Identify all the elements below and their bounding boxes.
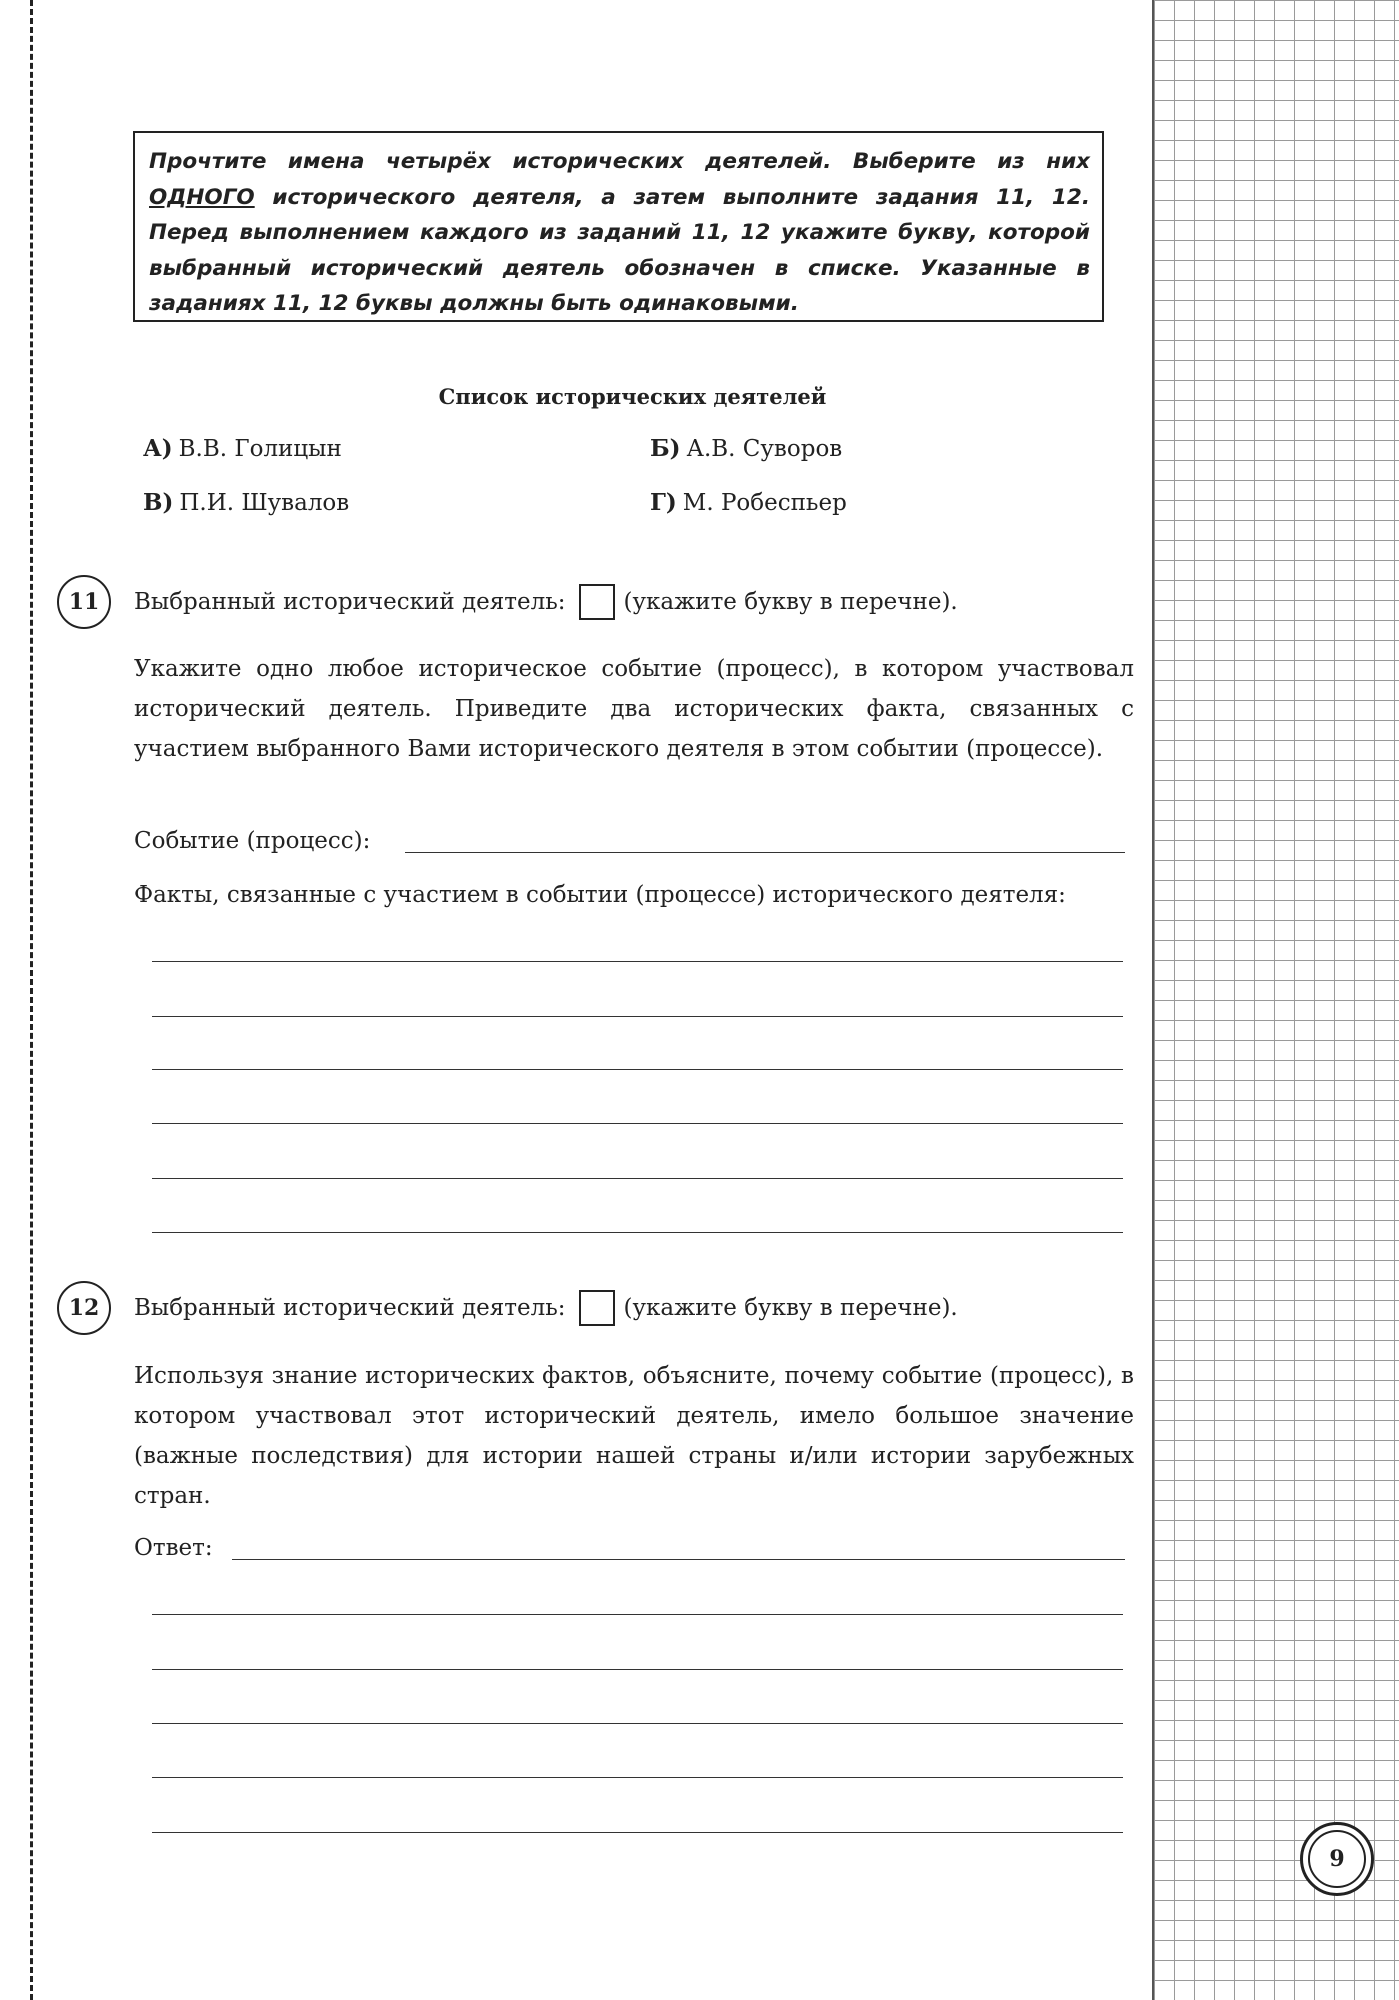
task-11-event-line[interactable] bbox=[405, 852, 1125, 853]
instructions-emphasis: ОДНОГО bbox=[149, 184, 255, 210]
task-12-answer-line[interactable] bbox=[152, 1614, 1123, 1615]
page-number-badge bbox=[1300, 1822, 1374, 1896]
task-11-chosen-row bbox=[134, 584, 958, 620]
figure-letter: Б) bbox=[650, 435, 681, 462]
task-11-chosen-label: Выбранный исторический деятель: bbox=[134, 589, 566, 615]
figure-name: П.И. Шувалов bbox=[179, 490, 350, 516]
task-11-facts-line[interactable] bbox=[152, 1016, 1123, 1017]
task-12-answer-label: Ответ: bbox=[134, 1535, 213, 1561]
figure-item-v bbox=[143, 489, 349, 516]
task-11-facts-line[interactable] bbox=[152, 1069, 1123, 1070]
figure-letter: Г) bbox=[650, 489, 677, 516]
figures-list-title: Список исторических деятелей bbox=[438, 384, 827, 409]
instructions-text-2: исторического деятеля, а затем выполните задания 11, 12. Перед выполнением каждого из заданий 11, 12 укажите букву, которой выбранный исторический деятель обозначен в списке. Указанные в заданиях 11, 12 буквы должны быть одинаковыми. bbox=[149, 184, 1090, 316]
task-12-answer-line[interactable] bbox=[152, 1777, 1123, 1778]
task-11-facts-line[interactable] bbox=[152, 1123, 1123, 1124]
task-12-answer-line[interactable] bbox=[152, 1669, 1123, 1670]
instructions-text-1: Прочтите имена четырёх исторических деятелей. Выберите из них bbox=[149, 149, 1090, 174]
task-11-hint: (укажите букву в перечне). bbox=[623, 589, 958, 615]
cut-line bbox=[30, 0, 33, 2000]
instructions-box bbox=[133, 131, 1104, 322]
task-11-event-label: Событие (процесс): bbox=[134, 828, 371, 854]
figure-item-b bbox=[650, 435, 842, 462]
task-12-hint: (укажите букву в перечне). bbox=[623, 1295, 958, 1321]
figure-letter: А) bbox=[143, 435, 173, 462]
figure-item-g bbox=[650, 489, 847, 516]
task-11-facts-line[interactable] bbox=[152, 1178, 1123, 1179]
figure-name: В.В. Голицын bbox=[178, 436, 342, 462]
page-number: 9 bbox=[1308, 1830, 1366, 1888]
task-12-chosen-row bbox=[134, 1290, 958, 1326]
task-11-letter-box[interactable] bbox=[579, 584, 615, 620]
task-12-answer-line[interactable] bbox=[232, 1559, 1125, 1560]
task-12-number: 12 bbox=[57, 1281, 111, 1335]
task-11-facts-label: Факты, связанные с участием в событии (процессе) исторического деятеля: bbox=[134, 882, 1066, 908]
task-12-letter-box[interactable] bbox=[579, 1290, 615, 1326]
task-12-chosen-label: Выбранный исторический деятель: bbox=[134, 1295, 566, 1321]
task-12-answer-line[interactable] bbox=[152, 1832, 1123, 1833]
figure-name: М. Робеспьер bbox=[682, 490, 847, 516]
task-11-facts-line[interactable] bbox=[152, 1232, 1123, 1233]
figure-item-a bbox=[143, 435, 342, 462]
grid-margin bbox=[1152, 0, 1399, 2000]
figure-letter: В) bbox=[143, 489, 174, 516]
task-11-facts-line[interactable] bbox=[152, 961, 1123, 962]
task-11-text: Укажите одно любое историческое событие (процесс), в котором участвовал исторический деятель. Приведите два исторических факта, связанных с участием выбранного Вами исторического деятеля в этом событии (процессе). bbox=[134, 656, 1134, 762]
figure-name: А.В. Суворов bbox=[686, 436, 843, 462]
task-11-number: 11 bbox=[57, 575, 111, 629]
task-12-text: Используя знание исторических фактов, объясните, почему событие (процесс), в котором участвовал этот исторический деятель, имело большое значение (важные последствия) для истории нашей страны и/или истории зарубежных стран. bbox=[134, 1363, 1134, 1509]
task-12-answer-line[interactable] bbox=[152, 1723, 1123, 1724]
